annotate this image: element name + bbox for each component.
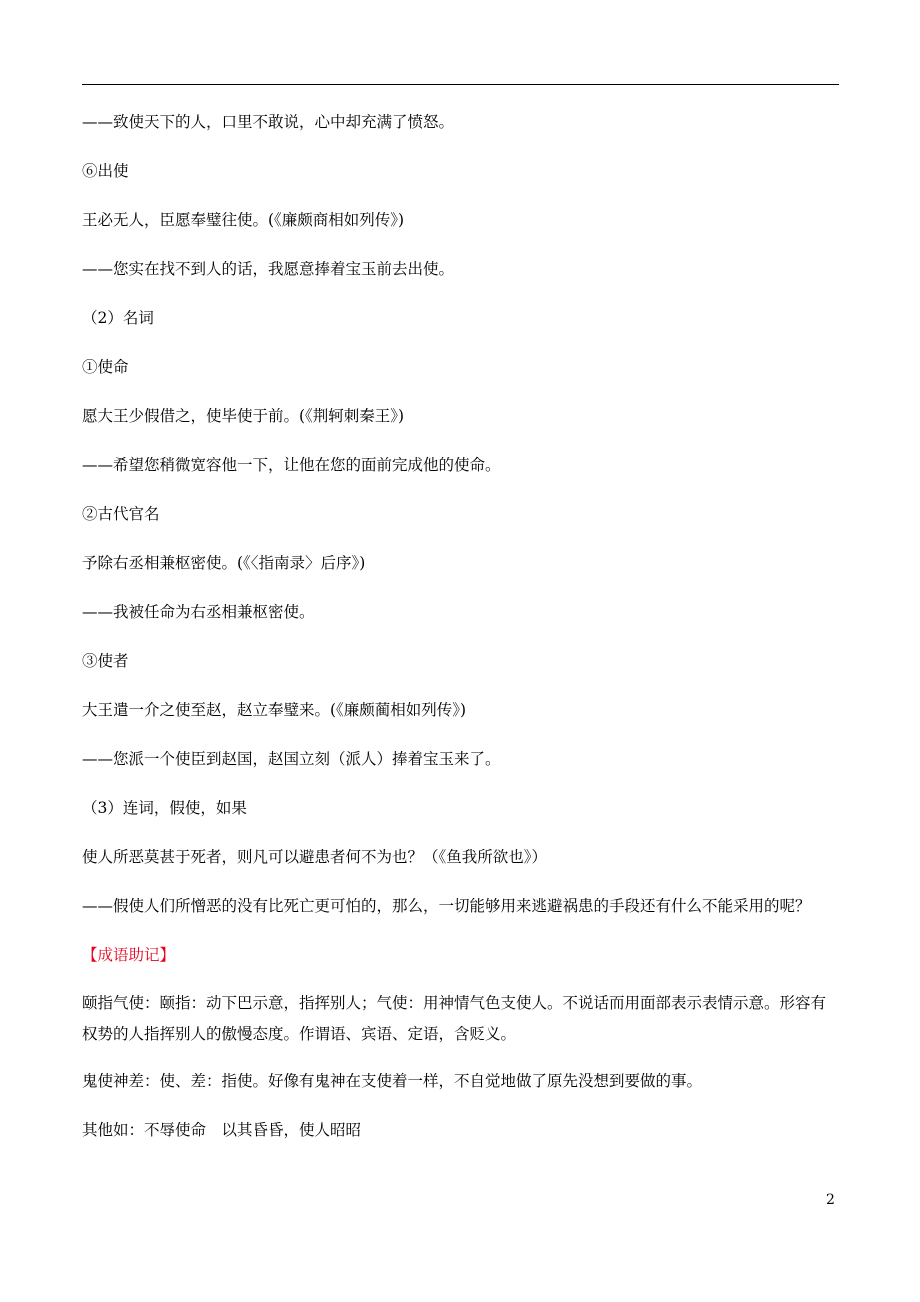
example-line: 使人所恶莫甚于死者，则凡可以避患者何不为也？（《鱼我所欲也》） bbox=[82, 848, 548, 866]
sense-heading-3: ③使者 bbox=[82, 652, 129, 670]
section-heading-conjunction: （3）连词，假使，如果 bbox=[82, 799, 247, 817]
page-number: 2 bbox=[826, 1192, 835, 1208]
translation-line: ——我被任命为右丞相兼枢密使。 bbox=[82, 603, 315, 621]
example-line: 愿大王少假借之，使毕使于前。(《荆轲刺秦王》) bbox=[82, 407, 405, 425]
sense-heading-2: ②古代官名 bbox=[82, 505, 160, 523]
idiom-heading: 【成语助记】 bbox=[82, 946, 176, 964]
idiom-entry-yizhiqishi: 颐指气使：颐指：动下巴示意，指挥别人；气使：用神情气色支使人。不说话而用面部表示表情示意。形容有权势的人指挥别人的傲慢态度。作谓语、宾语、定语，含贬义。 bbox=[82, 994, 827, 1043]
translation-line: ——希望您稍微宽容他一下，让他在您的面前完成他的使命。 bbox=[82, 456, 501, 474]
example-line: 王必无人，臣愿奉璧往使。(《廉颇商相如列传》) bbox=[82, 211, 405, 229]
idiom-entry-guishishenchai: 鬼使神差：使、差：指使。好像有鬼神在支使着一样，不自觉地做了原先没想到要做的事。 bbox=[82, 1072, 703, 1090]
translation-line: ——假使人们所憎恶的没有比死亡更可怕的，那么，一切能够用来逃避祸患的手段还有什么不能采用的呢？ bbox=[82, 897, 811, 915]
example-line: 大王遣一介之使至赵，赵立奉璧来。(《廉颇蔺相如列传》) bbox=[82, 701, 467, 719]
sense-heading-6: ⑥出使 bbox=[82, 162, 129, 180]
translation-line: ——您实在找不到人的话，我愿意捧着宝玉前去出使。 bbox=[82, 260, 455, 278]
translation-line: ——致使天下的人，口里不敢说，心中却充满了愤怒。 bbox=[82, 113, 455, 131]
example-line: 予除右丞相兼枢密使。(《〈指南录〉后序》) bbox=[82, 554, 366, 572]
header-rule bbox=[82, 84, 839, 85]
section-heading-noun: （2）名词 bbox=[82, 309, 154, 327]
document-body bbox=[82, 110, 839, 1167]
idiom-others: 其他如：不辱使命 以其昏昏，使人昭昭 bbox=[82, 1121, 362, 1139]
sense-heading-1: ①使命 bbox=[82, 358, 129, 376]
translation-line: ——您派一个使臣到赵国，赵国立刻（派人）捧着宝玉来了。 bbox=[82, 750, 501, 768]
